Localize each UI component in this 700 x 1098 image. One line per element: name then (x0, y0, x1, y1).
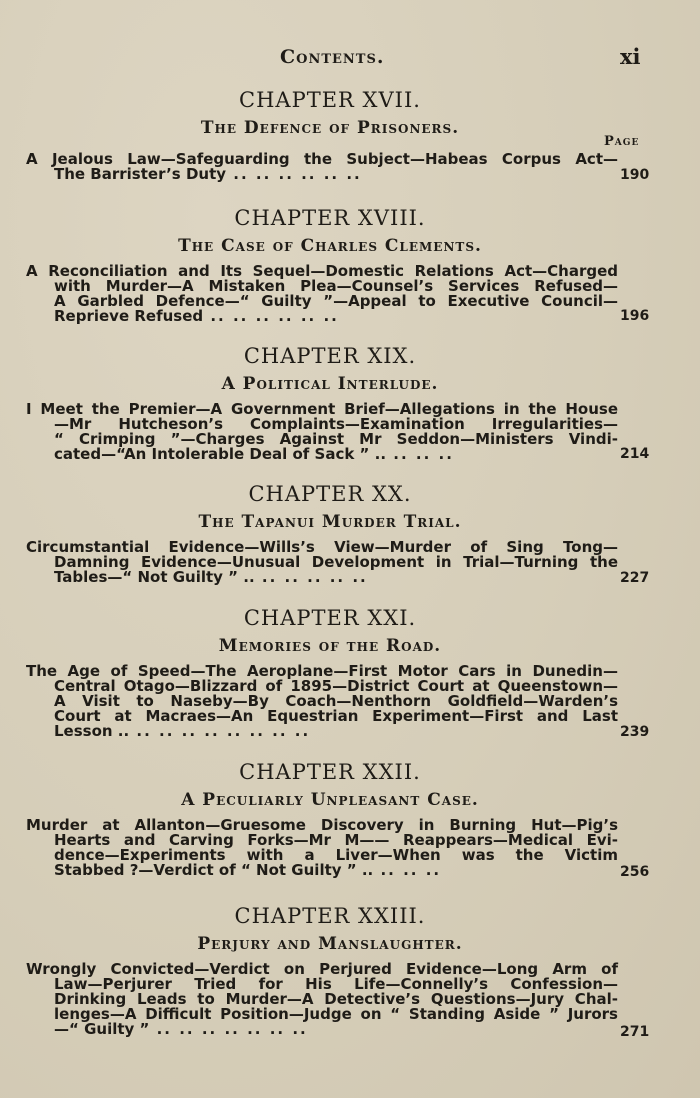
chapter-title: The Defence of Prisoners. (200, 118, 460, 138)
page-reference: 196 (620, 308, 650, 324)
dot-leader: .. .. .. .. .. .. .. (149, 1020, 308, 1038)
summary-line: Hearts and Carving Forks—Mr M—— Reappears—Medical Evi- (54, 831, 618, 849)
summary-line: Wrongly Convicted—Verdict on Perjured Evidence—Long Arm of (26, 960, 618, 978)
summary-line: “ Crimping ”—Charges Against Mr Seddon—Ministers Vindi- (54, 430, 618, 448)
chapter-number: CHAPTER XXIII. (234, 904, 426, 928)
chapter-number: CHAPTER XXI. (243, 606, 417, 630)
summary-line (26, 447, 618, 462)
page-reference: 271 (620, 1024, 650, 1040)
summary-line (26, 724, 618, 739)
summary-line: The Age of Speed—The Aeroplane—First Motor Cars in Dunedin— (26, 662, 618, 680)
dot-leader: .. .. .. .. .. (254, 568, 368, 586)
folio-number: xi (620, 44, 641, 69)
chapter-number: CHAPTER XXII. (239, 760, 421, 784)
summary-line (26, 570, 618, 585)
chapter-number: CHAPTER XX. (248, 482, 412, 506)
chapter-summary (26, 264, 618, 324)
chapter-summary (26, 152, 618, 182)
summary-line (26, 309, 618, 324)
dot-leader: .. .. .. (386, 445, 454, 463)
summary-line-text: —“ Guilty ” (54, 1020, 150, 1038)
summary-line: A Jealous Law—Safeguarding the Subject—Habeas Corpus Act— (26, 150, 618, 168)
page-reference: 239 (620, 724, 650, 740)
chapter-title: The Tapanui Murder Trial. (198, 512, 462, 532)
summary-line-text: Stabbed ?—Verdict of “ Not Guilty ” .. (54, 861, 374, 879)
running-title: Contents. (280, 46, 385, 68)
summary-line: Murder at Allanton—Gruesome Discovery in Burning Hut—Pig’s (26, 816, 618, 834)
page-reference: 214 (620, 446, 650, 462)
chapter-number: CHAPTER XVII. (239, 88, 421, 112)
summary-line: A Reconciliation and Its Sequel—Domestic Relations Act—Charged (26, 262, 618, 280)
chapter-summary (26, 664, 618, 739)
summary-line: I Meet the Premier—A Government Brief—Allegations in the House (26, 400, 618, 418)
dot-leader: .. .. .. .. .. .. (203, 307, 339, 325)
summary-line (26, 167, 618, 182)
dot-leader: .. .. .. (373, 861, 442, 879)
dot-leader: .. .. .. .. .. .. .. .. (129, 722, 311, 740)
chapter-number: CHAPTER XIX. (243, 344, 417, 368)
chapter-number: CHAPTER XVIII. (234, 206, 426, 230)
summary-line: Law—Perjurer Tried for His Life—Connelly’s Confession— (54, 975, 618, 993)
summary-line: A Garbled Defence—“ Guilty ”—Appeal to Executive Council— (54, 292, 618, 310)
page-reference: 190 (620, 167, 650, 183)
summary-line: Central Otago—Blizzard of 1895—District Court at Queenstown— (54, 677, 618, 695)
summary-line-text: Reprieve Refused (54, 307, 204, 325)
summary-line: Circumstantial Evidence—Wills’s View—Murder of Sing Tong— (26, 538, 618, 556)
summary-line: A Visit to Naseby—By Coach—Nenthorn Goldfield—Warden’s (54, 692, 618, 710)
chapter-summary (26, 818, 618, 878)
chapter-title: A Political Interlude. (221, 374, 439, 394)
summary-line-text: cated—“An Intolerable Deal of Sack ” .. (54, 445, 387, 463)
summary-line: Court at Macraes—An Equestrian Experiment—First and Last (54, 707, 618, 725)
chapter-summary (26, 402, 618, 462)
running-head (0, 46, 700, 72)
chapter-title: Perjury and Manslaughter. (197, 934, 463, 954)
summary-line: with Murder—A Mistaken Plea—Counsel’s Services Refused— (54, 277, 618, 295)
summary-line-text: The Barrister’s Duty (54, 165, 227, 183)
page-reference: 256 (620, 864, 650, 880)
chapter-summary (26, 962, 618, 1037)
summary-line: Drinking Leads to Murder—A Detective’s Questions—Jury Chal- (54, 990, 618, 1008)
summary-line: Damning Evidence—Unusual Development in Trial—Turning the (54, 553, 618, 571)
dot-leader: .. .. .. .. .. .. (226, 165, 362, 183)
page-reference: 227 (620, 570, 650, 586)
chapter-title: Memories of the Road. (218, 636, 442, 656)
summary-line: dence—Experiments with a Liver—When was the Victim (54, 846, 618, 864)
summary-line-text: Lesson .. (54, 722, 130, 740)
summary-line (26, 1022, 618, 1037)
chapter-title: A Peculiarly Unpleasant Case. (181, 790, 479, 810)
summary-line: lenges—A Difficult Position—Judge on “ Standing Aside ” Jurors (54, 1005, 618, 1023)
chapter-summary (26, 540, 618, 585)
summary-line (26, 863, 618, 878)
chapter-title: The Case of Charles Clements. (178, 236, 482, 256)
summary-line-text: Tables—“ Not Guilty ” .. (54, 568, 255, 586)
summary-line: —Mr Hutcheson’s Complaints—Examination Irregularities— (54, 415, 618, 433)
page-column-label: Page (604, 134, 640, 149)
